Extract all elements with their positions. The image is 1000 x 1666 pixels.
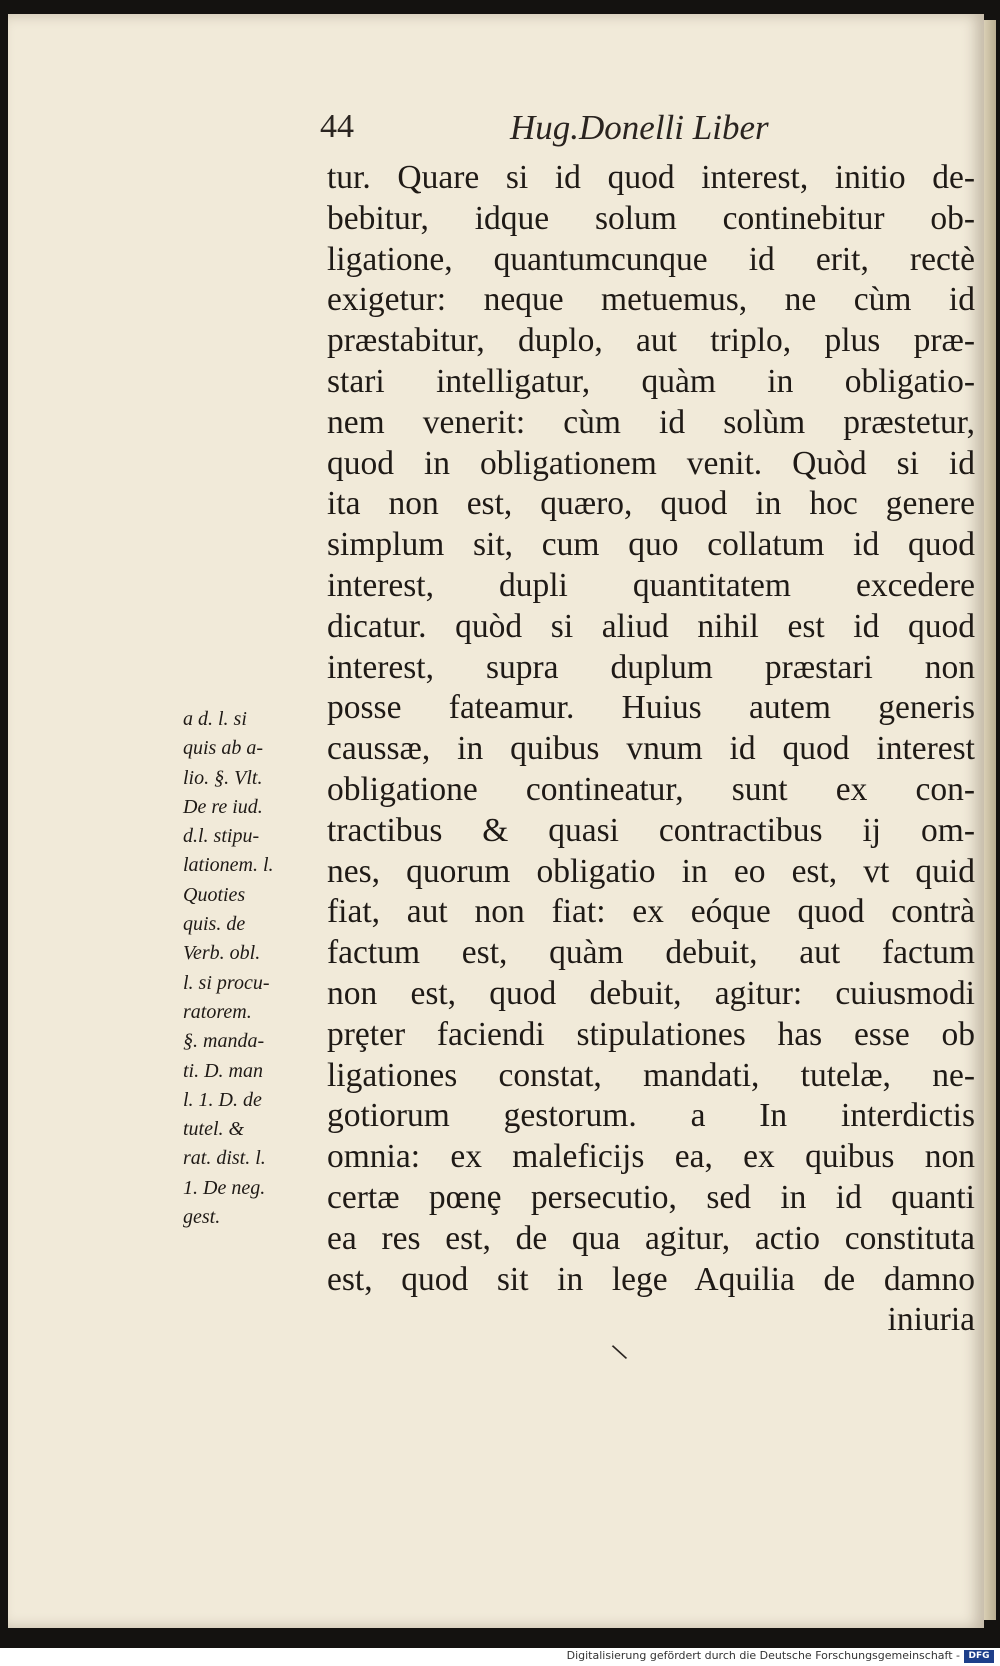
text-line: nem venerit: cùm id solùm præstetur, (327, 403, 975, 441)
text-line: est, quod sit in lege Aquilia de damno (327, 1260, 975, 1298)
text-line: dicatur. quòd si aliud nihil est id quod (327, 607, 975, 645)
margin-note-line: l. 1. D. de (183, 1088, 262, 1111)
margin-note-line: l. si procu- (183, 971, 270, 994)
text-line: stari intelligatur, quàm in obligatio- (327, 362, 975, 400)
running-head: Hug.Donelli Liber (510, 108, 769, 147)
text-line: simplum sit, cum quo collatum id quod (327, 526, 975, 564)
text-line: posse fateamur. Huius autem generis (327, 689, 975, 727)
text-line: interest, dupli quantitatem excedere (327, 566, 975, 604)
margin-note-line: d.l. stipu- (183, 825, 260, 848)
page-header (320, 108, 820, 152)
margin-note-line: a d. l. si (183, 708, 247, 730)
text-line: nes, quorum obligatio in eo est, vt quid (327, 852, 975, 890)
text-line: omnia: ex maleficijs ea, ex quibus non (327, 1138, 975, 1176)
text-line: ligationes constat, mandati, tutelæ, ne- (327, 1056, 975, 1094)
margin-note-line: quis ab a- (183, 737, 263, 760)
funding-note: Digitalisierung gefördert durch die Deutsche Forschungsgemeinschaft - (566, 1649, 960, 1662)
text-line: ita non est, quæro, quod in hoc genere (327, 485, 975, 523)
text-line: non est, quod debuit, agitur: cuiusmodi (327, 974, 975, 1012)
margin-note-line: Verb. obl. (183, 942, 261, 965)
margin-note-line: tutel. & (183, 1118, 245, 1141)
text-line: ligatione, quantumcunque id erit, rectè (327, 240, 975, 278)
margin-note-line: lio. §. Vlt. (183, 766, 263, 789)
page-number: 44 (320, 108, 354, 145)
text-line: certæ pœnȩ persecutio, sed in id quanti (327, 1178, 975, 1216)
main-text (327, 158, 975, 1341)
dfg-logo: DFG (964, 1650, 994, 1663)
page-edge (984, 20, 996, 1620)
text-line: gotiorum gestorum. a In interdictis (327, 1097, 975, 1135)
text-line: prȩter faciendi stipulationes has esse ob (327, 1015, 975, 1053)
text-line: tur. Quare si id quod interest, initio de- (327, 159, 975, 196)
text-line: factum est, quàm debuit, aut factum (327, 934, 975, 972)
margin-note-line: Quoties (183, 883, 246, 906)
text-line: exigetur: neque metuemus, ne cùm id (327, 281, 975, 319)
margin-note-line: 1. De neg. (183, 1176, 266, 1199)
margin-note-line: De re iud. (183, 795, 263, 818)
margin-note-line: §. manda- (183, 1030, 265, 1053)
margin-note-line: gest. (183, 1206, 221, 1229)
margin-notes (183, 705, 323, 1232)
text-line: præstabitur, duplo, aut triplo, plus præ- (327, 322, 975, 360)
margin-note-line: rat. dist. l. (183, 1147, 266, 1170)
text-line: quod in obligationem venit. Quòd si id (327, 444, 975, 482)
text-line: bebitur, idque solum continebitur ob- (327, 199, 975, 237)
footer-bar (0, 1648, 1000, 1666)
text-line: obligatione contineatur, sunt ex con- (327, 770, 975, 808)
margin-note-line: lationem. l. (183, 854, 274, 877)
margin-note-line: ti. D. man (183, 1059, 263, 1082)
text-line: caussæ, in quibus vnum id quod interest (327, 730, 975, 768)
text-line: fiat, aut non fiat: ex eóque quod contrà (327, 893, 975, 931)
margin-note-line: ratorem. (183, 1000, 252, 1023)
text-line: interest, supra duplum præstari non (327, 648, 975, 686)
margin-note-line: quis. de (183, 913, 246, 936)
text-line: iniuria (887, 1301, 975, 1339)
text-line: tractibus & quasi contractibus ij om- (327, 811, 975, 849)
text-line: ea res est, de qua agitur, actio constituta (327, 1219, 975, 1257)
stray-ink-mark: \ (610, 1339, 630, 1366)
